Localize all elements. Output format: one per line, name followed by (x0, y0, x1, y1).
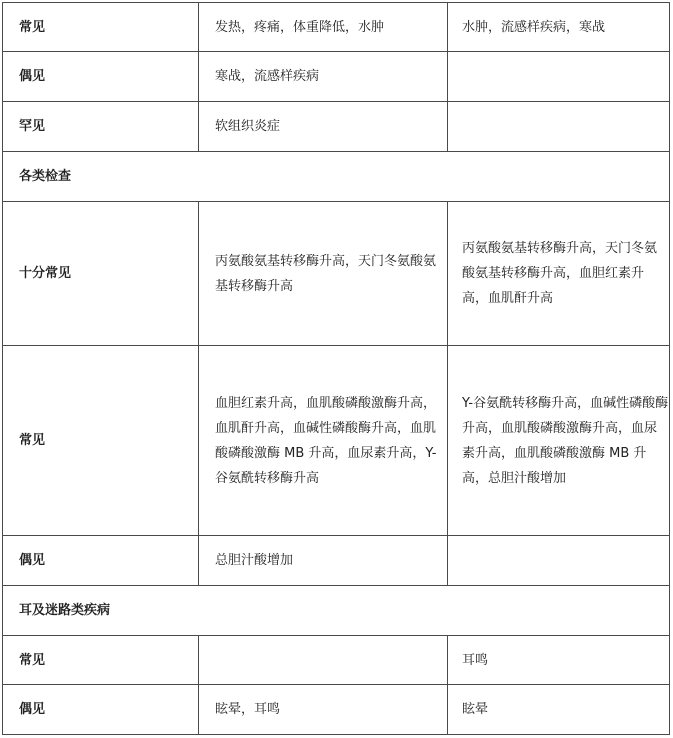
section-row (3, 586, 670, 636)
table-cell: Y-谷氨酰转移酶升高，血碱性磷酸酶升高，血肌酸磷酸激酶升高，血尿素升高，血肌酸磷酸激酶 MB 升高，总胆汁酸增加 (448, 346, 670, 536)
table-row (3, 3, 670, 52)
table-cell: 软组织炎症 (199, 102, 448, 152)
table-cell (199, 636, 448, 685)
frequency-label: 偶见 (3, 536, 199, 586)
table-cell: 寒战，流感样疾病 (199, 52, 448, 102)
table-cell: 眩晕，耳鸣 (199, 685, 448, 735)
table-cell: 眩晕 (448, 685, 670, 735)
table-cell: 水肿，流感样疾病，寒战 (448, 3, 670, 52)
table-cell: 发热，疼痛，体重降低，水肿 (199, 3, 448, 52)
table-cell: 血胆红素升高，血肌酸磷酸激酶升高，血肌酐升高，血碱性磷酸酶升高，血肌酸磷酸激酶 MB 升高，血尿素升高，Y-谷氨酰转移酶升高 (199, 346, 448, 536)
section-heading: 各类检查 (3, 152, 670, 202)
table-cell (448, 52, 670, 102)
frequency-label: 常见 (3, 3, 199, 52)
section-row (3, 152, 670, 202)
frequency-label: 偶见 (3, 52, 199, 102)
adverse-events-table (2, 2, 670, 735)
table-cell: 耳鸣 (448, 636, 670, 685)
table-cell: 丙氨酸氨基转移酶升高，天门冬氨酸氨基转移酶升高，血胆红素升高，血肌酐升高 (448, 202, 670, 346)
table-row (3, 536, 670, 586)
table-row (3, 685, 670, 735)
table-row (3, 346, 670, 536)
table-cell: 总胆汁酸增加 (199, 536, 448, 586)
frequency-label: 偶见 (3, 685, 199, 735)
table-cell (448, 102, 670, 152)
table-row (3, 52, 670, 102)
table-cell: 丙氨酸氨基转移酶升高，天门冬氨酸氨基转移酶升高 (199, 202, 448, 346)
frequency-label: 十分常见 (3, 202, 199, 346)
table-cell (448, 536, 670, 586)
table-row (3, 636, 670, 685)
frequency-label: 罕见 (3, 102, 199, 152)
table-row (3, 102, 670, 152)
frequency-label: 常见 (3, 636, 199, 685)
section-heading: 耳及迷路类疾病 (3, 586, 670, 636)
frequency-label: 常见 (3, 346, 199, 536)
table-row (3, 202, 670, 346)
